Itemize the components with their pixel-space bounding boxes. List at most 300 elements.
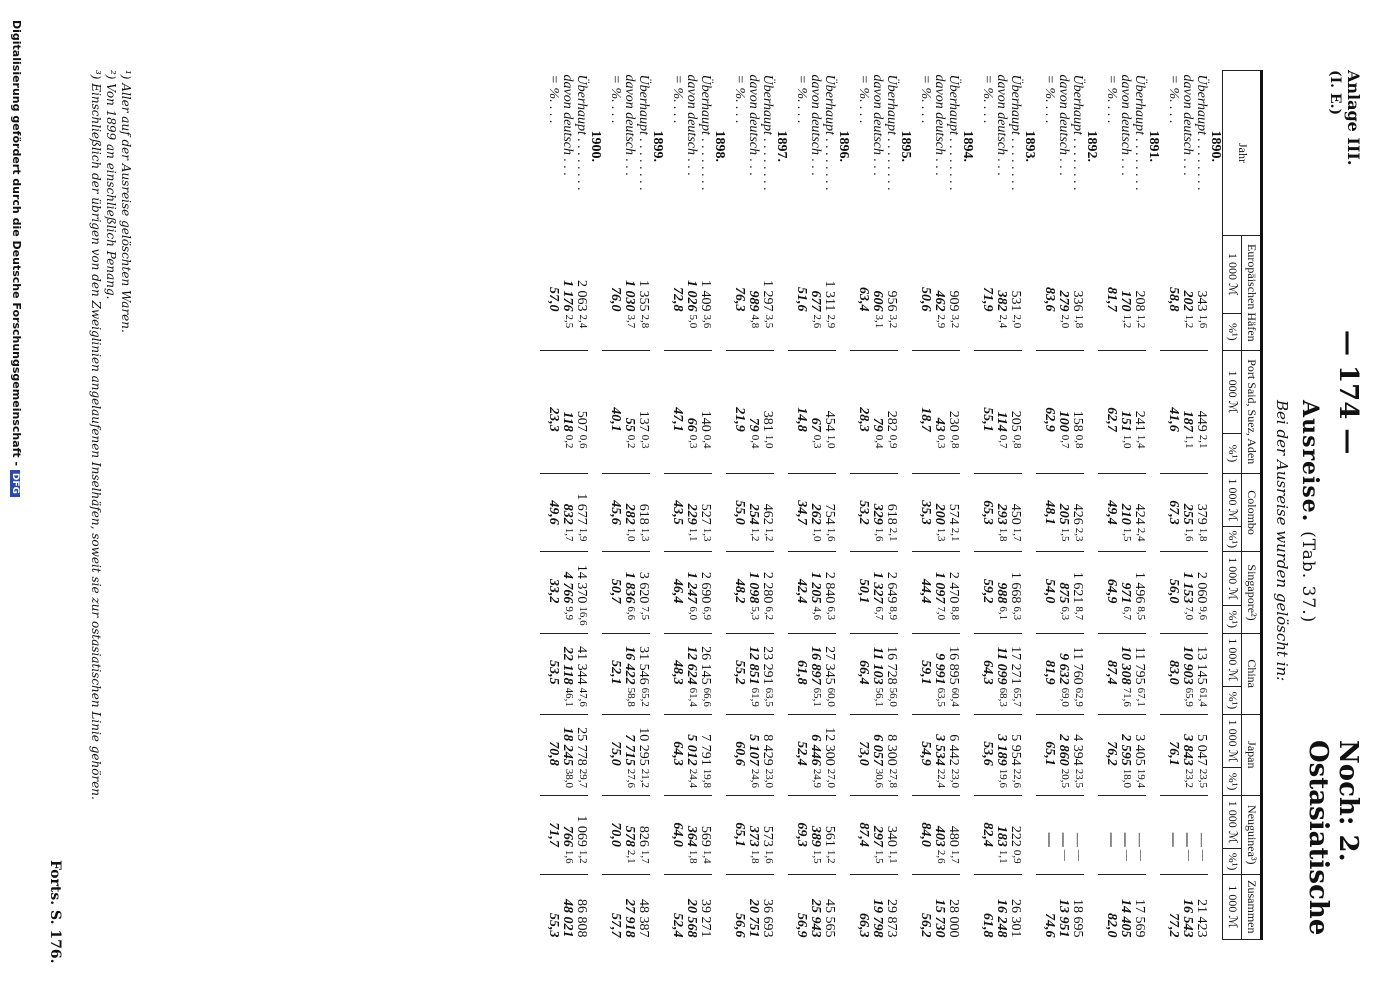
value-cell: 9 632 <box>1056 653 1072 685</box>
value-cell: 293 <box>994 503 1010 525</box>
value-cell: 114 <box>994 411 1010 432</box>
value-cell: 16 543 <box>1180 899 1196 938</box>
share-cell: 22,4 <box>932 768 946 796</box>
value-cell: 10 295 <box>636 727 652 766</box>
table-row <box>1098 71 1118 940</box>
share-cell <box>912 849 932 874</box>
footnote-2: ²) Von 1899 an einschließlich Penang. <box>104 70 118 300</box>
value-cell: 832 <box>560 503 576 525</box>
jahr-header: Jahr <box>1223 71 1262 236</box>
value-cell: 3 189 <box>994 734 1010 766</box>
share-cell: 27,8 <box>884 768 898 796</box>
share-cell: 5,0 <box>684 313 698 350</box>
value-cell: 87,4 <box>1104 660 1120 685</box>
share-cell <box>664 313 684 350</box>
share-cell <box>602 687 622 715</box>
share-cell <box>540 687 560 715</box>
value-cell: 26 301 <box>1008 899 1024 938</box>
share-cell: 6,9 <box>698 605 712 633</box>
share-cell: 63,5 <box>932 687 946 715</box>
total-unit-header: 1 000 ℳ <box>1223 874 1242 939</box>
value-cell: 527 <box>698 503 714 525</box>
share-cell: 61,4 <box>1194 687 1208 715</box>
table-row <box>540 71 560 940</box>
share-cell: 1,2 <box>1180 313 1194 350</box>
share-cell: 23,5 <box>1194 768 1208 796</box>
value-cell: 17 271 <box>1008 646 1024 685</box>
share-cell: 23,2 <box>1180 768 1194 796</box>
share-cell <box>850 313 870 350</box>
value-cell: 53,2 <box>856 500 872 525</box>
value-cell: 77,2 <box>1166 913 1182 938</box>
share-cell <box>540 605 560 633</box>
value-cell: 11 103 <box>870 646 886 685</box>
value-cell: 43 <box>932 417 948 432</box>
table-row <box>726 71 746 940</box>
share-cell: 1,1 <box>684 527 698 552</box>
value-cell: 17 569 <box>1132 899 1148 938</box>
value-cell: 5 012 <box>684 734 700 766</box>
row-label: Überhaupt . . . . . . . . <box>1132 74 1148 191</box>
value-cell: 279 <box>1056 290 1072 312</box>
share-cell: 5,3 <box>746 605 760 633</box>
value-cell: 20 751 <box>746 899 762 938</box>
value-cell: 5 954 <box>1008 734 1024 766</box>
value-cell: 140 <box>698 410 714 432</box>
unit-header-5: 1 000 ℳ <box>1223 714 1242 767</box>
value-cell: 1 026 <box>684 279 700 312</box>
value-cell: 8 300 <box>884 734 900 766</box>
value-cell: 222 <box>1008 825 1024 847</box>
value-cell: 297 <box>870 825 886 847</box>
value-cell: 48,2 <box>732 578 748 604</box>
table-row <box>602 71 622 940</box>
value-cell: 1 297 <box>760 279 776 312</box>
value-cell: 1 836 <box>622 571 638 604</box>
value-cell: 15 730 <box>932 899 948 938</box>
value-cell: 389 <box>808 825 824 847</box>
table-row <box>994 71 1008 940</box>
table-row <box>574 71 588 940</box>
value-cell: 52,1 <box>608 660 624 685</box>
share-cell: 1,2 <box>822 849 836 874</box>
share-cell: 30,6 <box>870 768 884 796</box>
share-cell: 27,0 <box>822 768 836 796</box>
value-cell: 5 047 <box>1194 734 1210 766</box>
value-cell: 56,6 <box>732 913 748 938</box>
row-label: Überhaupt . . . . . . . . <box>822 74 838 191</box>
value-cell: 1 668 <box>1008 571 1024 604</box>
value-cell: 55,2 <box>732 660 748 685</box>
table-row <box>622 71 636 940</box>
year-heading-row <box>774 71 788 940</box>
share-cell <box>850 768 870 796</box>
share-cell: 7,5 <box>636 605 650 633</box>
share-cell <box>1098 605 1118 633</box>
value-cell: 3 843 <box>1180 734 1196 766</box>
table-row <box>636 71 650 940</box>
share-cell: 23,0 <box>760 768 774 796</box>
share-cell: 0,9 <box>884 434 898 473</box>
share-cell: 6,6 <box>622 605 636 633</box>
share-cell: 0,3 <box>636 434 650 473</box>
table-subtitle: Bei der Ausreise wurden gelöscht in: <box>1273 400 1291 682</box>
value-cell: 16 422 <box>622 646 638 685</box>
share-cell: 3,2 <box>946 313 960 350</box>
value-cell: 1 069 <box>574 815 590 847</box>
value-cell: 424 <box>1132 503 1148 525</box>
share-cell: 9,9 <box>560 605 574 633</box>
share-cell <box>912 313 932 350</box>
value-cell: 75,0 <box>608 741 624 766</box>
share-cell: 16,6 <box>574 605 588 633</box>
table-row <box>698 71 712 940</box>
value-cell: 44,4 <box>918 578 934 604</box>
share-cell: 2,9 <box>822 313 836 350</box>
share-cell: 24,6 <box>746 768 760 796</box>
value-cell: 3 405 <box>1132 734 1148 766</box>
value-cell: 45 565 <box>822 899 838 938</box>
share-cell: 2,1 <box>946 527 960 552</box>
share-cell <box>664 687 684 715</box>
value-cell: 76,3 <box>732 286 748 312</box>
anlage-sub: (I. E.) <box>1327 70 1343 116</box>
share-cell: 1,3 <box>636 527 650 552</box>
row-label: Überhaupt . . . . . . . . <box>1070 74 1086 191</box>
share-cell: 0,3 <box>808 434 822 473</box>
share-cell: 1,5 <box>870 849 884 874</box>
value-cell: 81,9 <box>1042 660 1058 685</box>
footnote-1: ¹) Aller auf der Ausreise gelöschten Waren. <box>119 70 133 333</box>
value-cell: 462 <box>932 290 948 312</box>
share-cell <box>788 687 808 715</box>
share-cell <box>1098 687 1118 715</box>
value-cell: 4 766 <box>560 571 576 604</box>
page-number: — 174 — <box>1333 330 1363 455</box>
share-cell <box>602 768 622 796</box>
row-label: Überhaupt . . . . . . . . <box>636 74 652 191</box>
share-cell: 1,2 <box>1118 313 1132 350</box>
year-label: 1899. <box>650 130 666 162</box>
value-cell: 81,7 <box>1104 286 1120 312</box>
value-cell: 379 <box>1194 503 1210 525</box>
share-cell: 6,1 <box>994 605 1008 633</box>
share-cell: 0,8 <box>1070 434 1084 473</box>
value-cell: 766 <box>560 825 576 847</box>
table-row <box>1118 71 1132 940</box>
share-cell: 8,9 <box>884 605 898 633</box>
value-cell: 70,8 <box>546 741 562 766</box>
share-cell: 46,1 <box>560 687 574 715</box>
share-cell: 61,9 <box>746 687 760 715</box>
value-cell: 56,0 <box>1166 578 1182 604</box>
share-cell <box>1036 313 1056 350</box>
pct-header-2: %¹) <box>1223 527 1242 552</box>
share-cell: 2,0 <box>1056 313 1070 350</box>
year-label: 1890. <box>1208 130 1224 162</box>
share-cell: 1,6 <box>1194 313 1208 350</box>
share-cell: 27,6 <box>622 768 636 796</box>
value-cell: 19 798 <box>870 899 886 938</box>
share-cell: 18,0 <box>1118 768 1132 796</box>
value-cell: 1 355 <box>636 279 652 312</box>
title-ref: (Tab. 37.) <box>1298 531 1318 624</box>
value-cell: 53,6 <box>980 741 996 766</box>
year-label: 1897. <box>774 130 790 162</box>
value-cell: 6 442 <box>946 734 962 766</box>
anlage-label: Anlage III. <box>1344 70 1363 166</box>
year-heading-row <box>1022 71 1036 940</box>
year-label: 1894. <box>960 130 976 162</box>
value-cell: 21,9 <box>732 407 748 432</box>
share-cell: 0,4 <box>870 434 884 473</box>
value-cell: 61,8 <box>794 660 810 685</box>
value-cell: 382 <box>994 290 1010 312</box>
share-cell: 63,5 <box>760 687 774 715</box>
share-cell: 61,4 <box>684 687 698 715</box>
share-cell: 1,5 <box>808 849 822 874</box>
value-cell: 1 030 <box>622 279 638 312</box>
table-row <box>932 71 946 940</box>
value-cell: 574 <box>946 503 962 525</box>
share-cell: 2,5 <box>560 313 574 350</box>
share-cell: 1,8 <box>684 849 698 874</box>
table-row <box>1036 71 1056 940</box>
value-cell: 20 568 <box>684 899 700 938</box>
table-row <box>1132 71 1146 940</box>
value-cell: 14 370 <box>574 564 590 604</box>
port-header-1: Port Said, Suez, Aden <box>1242 350 1262 473</box>
value-cell: 1 311 <box>822 280 838 312</box>
share-cell: 1,3 <box>698 527 712 552</box>
share-cell: 1,0 <box>760 434 774 473</box>
share-cell <box>1036 605 1056 633</box>
value-cell: 340 <box>884 825 900 847</box>
share-cell <box>788 849 808 874</box>
share-cell <box>540 768 560 796</box>
share-cell: 6,2 <box>760 605 774 633</box>
share-cell <box>1098 849 1118 874</box>
value-cell: 36 693 <box>760 899 776 938</box>
value-cell: 55,3 <box>546 913 562 938</box>
value-cell: 66,3 <box>856 913 872 938</box>
value-cell: 71,9 <box>980 286 996 312</box>
share-cell: 1,1 <box>884 849 898 874</box>
value-cell: 202 <box>1180 290 1196 312</box>
table-row <box>1056 71 1070 940</box>
table-row <box>1180 71 1194 940</box>
share-cell: 1,4 <box>698 849 712 874</box>
value-cell: 64,3 <box>670 741 686 766</box>
value-cell: 54,9 <box>918 741 934 766</box>
share-cell: — <box>1070 849 1084 874</box>
year-label: 1898. <box>712 130 728 162</box>
value-cell: 200 <box>932 503 948 525</box>
value-cell: 28 000 <box>946 899 962 938</box>
value-cell: 875 <box>1056 582 1072 604</box>
value-cell: 63,4 <box>856 286 872 312</box>
value-cell: 34,7 <box>794 500 810 525</box>
value-cell: 170 <box>1118 290 1134 312</box>
value-cell: 55,0 <box>732 500 748 525</box>
value-cell: 40,1 <box>608 407 624 432</box>
row-label: Überhaupt . . . . . . . . <box>1008 74 1024 191</box>
share-cell <box>1160 768 1180 796</box>
row-label: = %. . . . <box>546 74 562 124</box>
row-label: Überhaupt . . . . . . . . <box>946 74 962 191</box>
row-label: Überhaupt . . . . . . . . <box>760 74 776 191</box>
value-cell: 1 153 <box>1180 571 1196 604</box>
value-cell: 229 <box>684 503 700 525</box>
value-cell: 2 840 <box>822 571 838 604</box>
value-cell: 5 107 <box>746 734 762 766</box>
table-row <box>788 71 808 940</box>
share-cell: 1,0 <box>1118 434 1132 473</box>
share-cell <box>850 687 870 715</box>
value-cell: 29 873 <box>884 899 900 938</box>
value-cell: 187 <box>1180 410 1196 432</box>
value-cell: 59,1 <box>918 660 934 685</box>
value-cell: 86 808 <box>574 899 590 938</box>
share-cell: 1,7 <box>1008 527 1022 552</box>
table-row <box>1070 71 1084 940</box>
value-cell: 1 176 <box>560 279 576 312</box>
share-cell: 69,0 <box>1056 687 1070 715</box>
share-cell <box>912 527 932 552</box>
value-cell: 69,3 <box>794 822 810 847</box>
share-cell: 1,2 <box>1132 313 1146 350</box>
share-cell: 66,6 <box>698 687 712 715</box>
value-cell: 450 <box>1008 503 1024 525</box>
share-cell: 4,8 <box>746 313 760 350</box>
table-row <box>684 71 698 940</box>
value-cell: 151 <box>1118 410 1134 432</box>
year-label: 1892. <box>1084 130 1100 162</box>
pct-header-1: %¹) <box>1223 434 1242 473</box>
share-cell <box>788 605 808 633</box>
value-cell: 70,0 <box>608 822 624 847</box>
share-cell <box>788 313 808 350</box>
share-cell <box>1160 849 1180 874</box>
table-row <box>850 71 870 940</box>
share-cell <box>540 313 560 350</box>
share-cell: 3,7 <box>622 313 636 350</box>
value-cell: 10 308 <box>1118 646 1134 685</box>
value-cell: 48,3 <box>670 660 686 685</box>
value-cell: 61,8 <box>980 913 996 938</box>
share-cell <box>850 605 870 633</box>
share-cell <box>726 313 746 350</box>
row-label: davon deutsch . . . <box>1180 74 1196 176</box>
share-cell <box>664 434 684 473</box>
value-cell: 57,7 <box>608 913 624 938</box>
value-cell: 71,7 <box>546 822 562 847</box>
value-cell: 12 624 <box>684 646 700 685</box>
share-cell <box>788 768 808 796</box>
share-cell: 3,5 <box>760 313 774 350</box>
year-label: 1891. <box>1146 130 1162 162</box>
port-header-3: Singapore²) <box>1242 552 1262 633</box>
value-cell: 158 <box>1070 410 1086 432</box>
value-cell: 83,6 <box>1042 286 1058 312</box>
value-cell: — <box>1056 832 1072 847</box>
unit-header-2: 1 000 ℳ <box>1223 473 1242 526</box>
value-cell: 23 291 <box>760 646 776 685</box>
share-cell: 7,0 <box>932 605 946 633</box>
share-cell: 0,3 <box>684 434 698 473</box>
value-cell: 79 <box>870 417 886 432</box>
share-cell <box>850 434 870 473</box>
share-cell: 1,6 <box>1180 527 1194 552</box>
share-cell: 2,0 <box>1008 313 1022 350</box>
share-cell <box>974 768 994 796</box>
value-cell: 25 778 <box>574 727 590 766</box>
table-row <box>746 71 760 940</box>
value-cell: 826 <box>636 825 652 847</box>
pct-header-4: %¹) <box>1223 687 1242 715</box>
value-cell: 282 <box>884 410 900 432</box>
share-cell <box>1160 605 1180 633</box>
share-cell <box>974 687 994 715</box>
value-cell: 47,1 <box>670 407 686 432</box>
row-label: = %. . . . <box>1042 74 1058 124</box>
value-cell: 76,1 <box>1166 741 1182 766</box>
value-cell: 13 145 <box>1194 646 1210 685</box>
share-cell <box>1036 527 1056 552</box>
value-cell: 618 <box>636 503 652 525</box>
share-cell: 1,7 <box>560 527 574 552</box>
share-cell: 24,4 <box>684 768 698 796</box>
value-cell: 403 <box>932 825 948 847</box>
value-cell: 255 <box>1180 503 1196 525</box>
table-row <box>822 71 836 940</box>
share-cell: 65,7 <box>1008 687 1022 715</box>
value-cell: 31 546 <box>636 646 652 685</box>
value-cell: 16 895 <box>946 646 962 685</box>
value-cell: 48 021 <box>560 899 576 938</box>
share-cell <box>1160 527 1180 552</box>
value-cell: — <box>1042 832 1058 847</box>
value-cell: 118 <box>560 411 576 432</box>
year-label: 1896. <box>836 130 852 162</box>
share-cell <box>974 605 994 633</box>
share-cell: 0,2 <box>622 434 636 473</box>
value-cell: 205 <box>1008 410 1024 432</box>
value-cell: 1 097 <box>932 571 948 604</box>
share-cell: 6,7 <box>870 605 884 633</box>
value-cell: 1 496 <box>1132 571 1148 604</box>
value-cell: 87,4 <box>856 822 872 847</box>
year-label: 1900. <box>588 130 604 162</box>
share-cell: 0,7 <box>994 434 1008 473</box>
value-cell: 9 991 <box>932 653 948 685</box>
share-cell <box>912 687 932 715</box>
value-cell: 16 248 <box>994 899 1010 938</box>
share-cell <box>1098 434 1118 473</box>
table-body <box>540 71 1223 940</box>
value-cell: 561 <box>822 825 838 847</box>
value-cell: 578 <box>622 825 638 847</box>
table-row <box>760 71 774 940</box>
value-cell: 1 621 <box>1070 571 1086 604</box>
share-cell: 8,8 <box>946 605 960 633</box>
share-cell: 1,6 <box>560 849 574 874</box>
value-cell: 1 247 <box>684 571 700 604</box>
share-cell: 60,0 <box>822 687 836 715</box>
value-cell: 956 <box>884 290 900 312</box>
value-cell: 426 <box>1070 503 1086 525</box>
value-cell: 909 <box>946 290 962 312</box>
